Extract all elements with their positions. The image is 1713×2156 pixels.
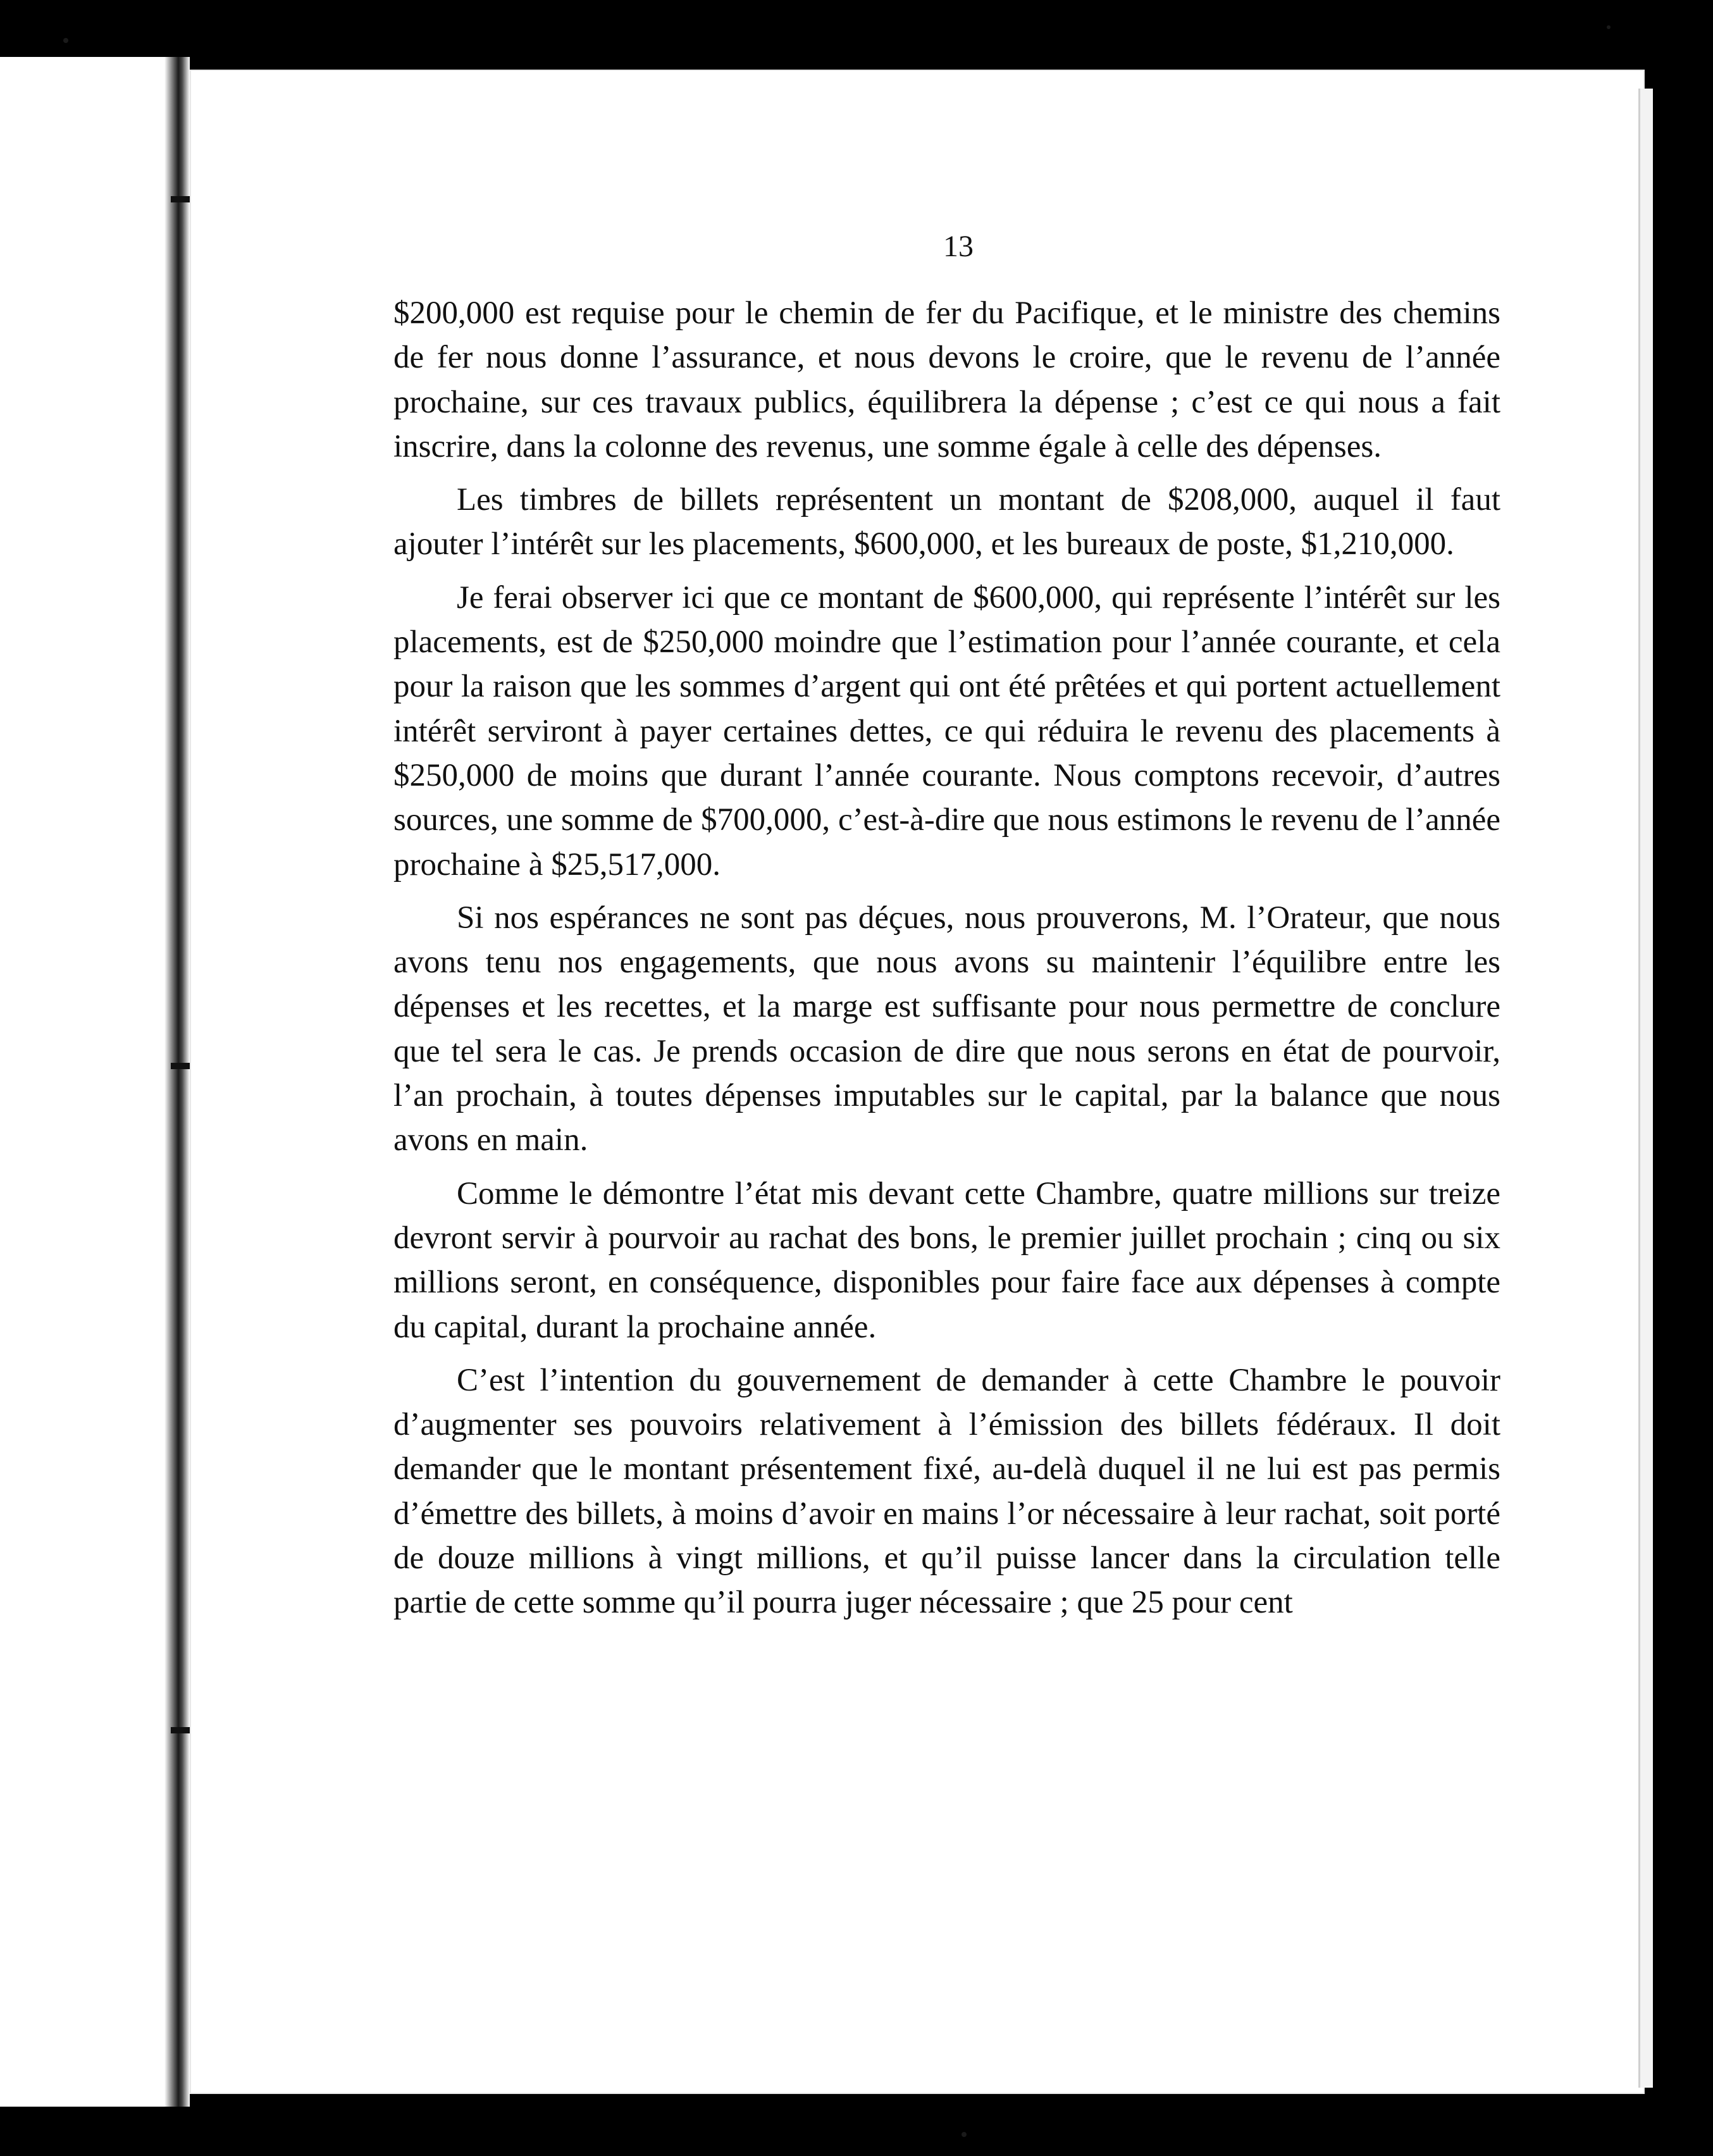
body-text xyxy=(393,291,1500,1634)
paragraph-5: Comme le démontre l’état mis devant cette Chambre, quatre millions sur treize devront servir à pourvoir au rachat des bons, le premier juillet prochain ; cinq ou six millions seront, en conséquence, disponibles pour faire face aux dépenses à compte du capital, durant la prochaine année. xyxy=(393,1175,1500,1345)
binding-margin xyxy=(0,57,190,2107)
paragraph-3: Je ferai observer ici que ce montant de $600,000, qui représente l’intérêt sur les placements, est de $250,000 moindre que l’estimation pour l’année courante, et cela pour la raison que les sommes d’argent qui ont été prêtées et qui portent actuellement intérêt serviront à payer certaines dettes, ce qui réduira le revenu des placements à $250,000 de moins que durant l’année courante. Nous comptons recevoir, d’autres sources, une somme de $700,000, c’est-à-dire que nous estimons le revenu de l’année prochaine à $25,517,000. xyxy=(393,579,1500,883)
paragraph-4: Si nos espérances ne sont pas déçues, nous prouverons, M. l’Orateur, que nous avons tenu nos engagements, que nous avons su maintenir l’équilibre entre les dépenses et les recettes, et la marge est suffisante pour nous permettre de conclure que tel sera le cas. Je prends occasion de dire que nous serons en état de pourvoir, l’an prochain, à toutes dépenses imputables sur le capital, par la balance que nous avons en main. xyxy=(393,900,1500,1158)
scan-speck xyxy=(1607,25,1611,29)
paragraph-2: Les timbres de billets représentent un montant de $208,000, auquel il faut ajouter l’intérêt sur les placements, $600,000, et les bureaux de poste, $1,210,000. xyxy=(393,482,1500,562)
binding-edge xyxy=(164,57,190,2107)
paragraph-6: C’est l’intention du gouvernement de demander à cette Chambre le pouvoir d’augmenter ses pouvoirs relativement à l’émission des billets fédéraux. Il doit demander que le montant présentement fixé, au-delà duquel il ne lui est pas permis d’émettre des billets, à moins d’avoir en mains l’or nécessaire à leur rachat, soit porté de douze millions à vingt millions, et qu’il puisse lancer dans la circulation telle partie de cette somme qu’il pourra juger nécessaire ; que 25 pour cent xyxy=(393,1362,1500,1621)
paragraph-1: $200,000 est requise pour le chemin de fer du Pacifique, et le ministre des chemins de fer nous donne l’assurance, et nous devons le croire, que le revenu de l’année prochaine, sur ces travaux publics, équilibrera la dépense ; c’est ce qui nous a fait inscrire, dans la colonne des revenus, une somme égale à celle des dépenses. xyxy=(393,295,1500,464)
page-number: 13 xyxy=(943,230,974,263)
page-edge xyxy=(1638,89,1653,2088)
scan-speck xyxy=(962,2132,967,2137)
scan-speck xyxy=(63,38,68,43)
